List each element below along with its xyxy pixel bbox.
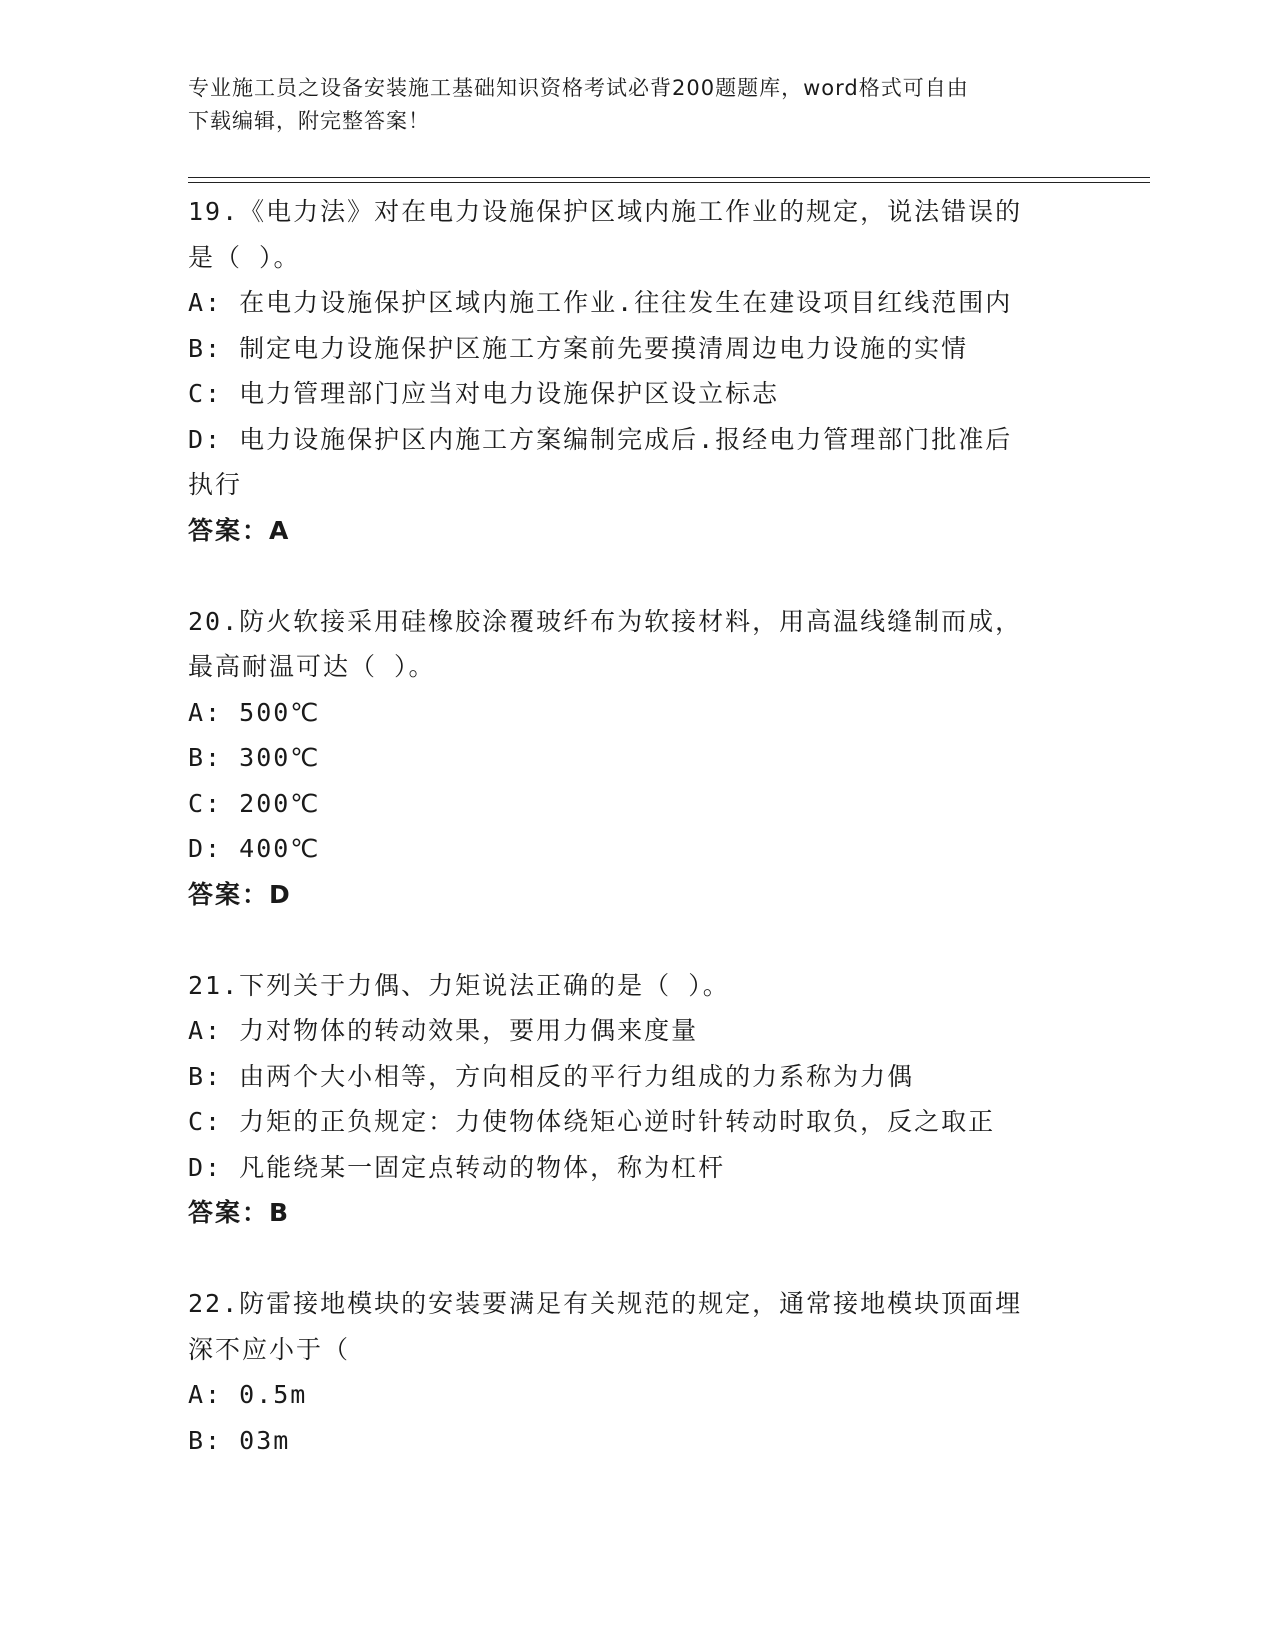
option-item [188,1099,1088,1145]
question-stem-line: 深不应小于（ [188,1334,351,1364]
question-spacer [188,917,1088,963]
header-divider-top [188,177,1150,178]
question-list [188,189,1088,1463]
option-line: B: 03m [188,1425,291,1455]
option-item [188,1008,1088,1054]
option-line: A: 0.5m [188,1380,308,1409]
option-line: A: 在电力设施保护区域内施工作业.往往发生在建设项目红线范围内 [188,288,1013,317]
option-item [188,826,1088,872]
option-item [188,417,1088,508]
option-line: D: 电力设施保护区内施工方案编制完成后.报经电力管理部门批准后 [188,424,1013,454]
option-item [188,371,1088,417]
question-stem-line: 21.下列关于力偶、力矩说法正确的是（ ）。 [188,970,730,1000]
option-line: A: 500℃ [188,697,321,727]
option-line: D: 凡能绕某一固定点转动的物体，称为杠杆 [188,1152,726,1182]
option-line: C: 200℃ [188,788,321,818]
option-item [188,781,1088,827]
question-spacer [188,553,1088,599]
question-spacer [188,1236,1088,1282]
option-line: B: 制定电力设施保护区施工方案前先要摸清周边电力设施的实情 [188,333,969,363]
question-stem-line: 22.防雷接地模块的安装要满足有关规范的规定，通常接地模块顶面埋 [188,1289,1023,1318]
question-stem-line: 最高耐温可达（ ）。 [188,652,436,681]
option-line: B: 由两个大小相等，方向相反的平行力组成的力系称为力偶 [188,1061,915,1091]
document-header [188,72,1088,138]
answer-line: 答案：A [188,515,291,545]
header-divider-bottom [188,182,1150,183]
option-line: 执行 [188,470,243,499]
option-item [188,1145,1088,1191]
option-line: B: 300℃ [188,743,321,772]
answer-line: 答案：D [188,879,292,909]
option-item [188,735,1088,781]
option-item [188,690,1088,736]
option-line: C: 电力管理部门应当对电力设施保护区设立标志 [188,379,780,408]
option-line: D: 400℃ [188,834,321,863]
option-item [188,1054,1088,1100]
question-stem-line: 是（ ）。 [188,242,301,272]
question-block [188,963,1088,1236]
option-line: A: 力对物体的转动效果，要用力偶来度量 [188,1016,699,1045]
question-block [188,189,1088,553]
option-item [188,326,1088,372]
option-item [188,1418,1088,1464]
header-line-1: 专业施工员之设备安装施工基础知识资格考试必背200题题库，word格式可自由 [188,76,969,100]
option-line: C: 力矩的正负规定：力使物体绕矩心逆时针转动时取负，反之取正 [188,1107,996,1136]
option-item [188,1372,1088,1418]
header-line-2: 下载编辑，附完整答案！ [188,109,430,133]
answer-line: 答案：B [188,1198,291,1227]
question-block [188,1281,1088,1463]
question-block [188,599,1088,918]
question-stem-line: 20.防火软接采用硅橡胶涂覆玻纤布为软接材料，用高温线缝制而成， [188,606,1023,636]
option-item [188,280,1088,326]
question-stem-line: 19.《电力法》对在电力设施保护区域内施工作业的规定，说法错误的 [188,197,1023,226]
